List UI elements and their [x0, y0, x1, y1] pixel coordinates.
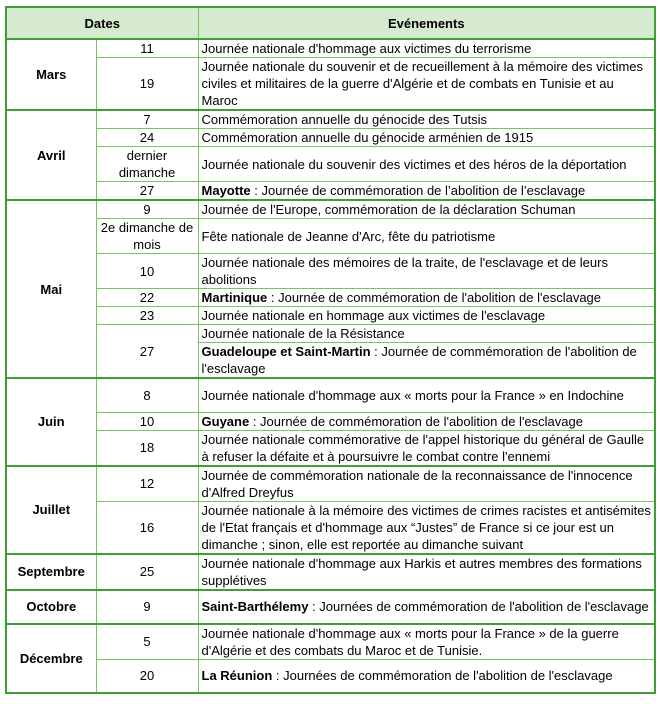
commemorations-table [5, 6, 656, 694]
event-text: : Journées de commémoration de l'abolition de l'esclavage [272, 668, 613, 684]
day-cell: 16 [96, 501, 198, 554]
territory-name: Saint-Barthélemy [201, 599, 309, 614]
day-cell: 12 [96, 466, 198, 502]
event-text: Journée nationale du souvenir des victimes et des héros de la déportation [201, 156, 627, 172]
event-text: Commémoration annuelle du génocide arménien de 1915 [201, 130, 534, 145]
table-row [6, 590, 655, 624]
table-row [6, 147, 655, 182]
day-cell: 5 [96, 624, 198, 660]
event-text: Journée nationale d'hommage aux « morts pour la France » en Indochine [201, 387, 624, 403]
event-text: Journée de l'Europe, commémoration de la déclaration Schuman [201, 202, 576, 217]
event-cell [198, 378, 655, 412]
header-row [6, 7, 655, 39]
event-cell [198, 554, 655, 590]
month-cell: Avril [6, 110, 96, 200]
table-row [6, 307, 655, 325]
table-row [6, 466, 655, 502]
day-cell: 23 [96, 307, 198, 325]
table-row [6, 200, 655, 219]
table-row [6, 289, 655, 307]
event-cell [198, 182, 655, 201]
day-cell: dernier dimanche [96, 147, 198, 182]
territory-name: Martinique [201, 290, 268, 305]
territory-name: Guadeloupe et Saint-Martin [201, 344, 371, 359]
event-cell [198, 466, 655, 502]
day-cell: 11 [96, 39, 198, 58]
event-cell [198, 412, 655, 430]
event-text: : Journée de commémoration de l’abolition de l’esclavage [250, 183, 586, 198]
event-text: Journée nationale à la mémoire des victimes de crimes racistes et antisémites de l'Etat français et d'hommage aux “Justes” de France si ce jour est un dimanche ; sinon, elle est reportée au dimanche suivant [201, 502, 651, 552]
territory-name: Guyane [201, 413, 250, 429]
day-cell: 10 [96, 412, 198, 430]
event-text: : Journée de commémoration de l'abolition de l'esclavage [267, 290, 602, 305]
event-text: : Journée de commémoration de l'abolition de l'esclavage [201, 344, 637, 376]
event-cell [198, 147, 655, 182]
day-cell: 7 [96, 110, 198, 129]
event-cell [198, 659, 655, 693]
table-row [6, 254, 655, 289]
event-text: Journée nationale en hommage aux victimes de l'esclavage [201, 308, 546, 323]
day-cell: 27 [96, 182, 198, 201]
table-row [6, 554, 655, 590]
table-row [6, 39, 655, 58]
table-row [6, 110, 655, 129]
event-cell [198, 289, 655, 307]
event-cell [198, 110, 655, 129]
event-cell [198, 58, 655, 111]
event-cell [198, 624, 655, 660]
event-cell [198, 254, 655, 289]
event-text: Journée nationale commémorative de l'appel historique du général de Gaulle à refuser la défaite et à poursuivre le combat contre l'ennemi [201, 431, 645, 464]
event-cell [198, 343, 655, 379]
event-cell [198, 430, 655, 466]
table-row [6, 182, 655, 201]
event-cell [198, 129, 655, 147]
day-cell: 19 [96, 58, 198, 111]
day-cell: 27 [96, 325, 198, 379]
event-cell [198, 501, 655, 554]
day-cell: 2e dimanche de mois [96, 219, 198, 254]
table-row [6, 58, 655, 111]
event-text: : Journée de commémoration de l'abolition de l'esclavage [249, 413, 583, 429]
event-text: Journée de commémoration nationale de la reconnaissance de l'innocence d'Alfred Dreyfus [201, 467, 633, 500]
table-row [6, 219, 655, 254]
table-row [6, 412, 655, 430]
table-row [6, 659, 655, 693]
month-cell: Mars [6, 39, 96, 110]
event-cell [198, 219, 655, 254]
event-cell [198, 307, 655, 325]
day-cell: 20 [96, 659, 198, 693]
day-cell: 10 [96, 254, 198, 289]
territory-name: Mayotte [201, 183, 251, 198]
dates-header: Dates [6, 7, 198, 39]
table-body [6, 39, 655, 693]
event-cell [198, 200, 655, 219]
table-row [6, 430, 655, 466]
day-cell: 9 [96, 200, 198, 219]
table-row [6, 624, 655, 660]
table-row [6, 378, 655, 412]
event-text: Journée nationale de la Résistance [201, 326, 405, 341]
day-cell: 24 [96, 129, 198, 147]
day-cell: 18 [96, 430, 198, 466]
event-cell [198, 39, 655, 58]
events-header: Evénements [198, 7, 655, 39]
event-text: Journée nationale d'hommage aux victimes du terrorisme [201, 41, 532, 56]
event-cell [198, 590, 655, 624]
event-text: Fête nationale de Jeanne d'Arc, fête du patriotisme [201, 228, 496, 244]
event-text: Journée nationale des mémoires de la traite, de l'esclavage et de leurs abolitions [201, 255, 608, 287]
month-cell: Juin [6, 378, 96, 466]
territory-name: La Réunion [201, 668, 273, 684]
event-text: Journée nationale d'hommage aux « morts pour la France » de la guerre d'Algérie et des combats du Maroc et de Tunisie. [201, 625, 619, 658]
month-cell: Décembre [6, 624, 96, 694]
month-cell: Octobre [6, 590, 96, 624]
month-cell: Septembre [6, 554, 96, 590]
table-row [6, 501, 655, 554]
month-cell: Juillet [6, 466, 96, 554]
day-cell: 9 [96, 590, 198, 624]
month-cell: Mai [6, 200, 96, 378]
event-cell [198, 325, 655, 343]
table-row [6, 325, 655, 343]
day-cell: 8 [96, 378, 198, 412]
event-text: Journée nationale d'hommage aux Harkis et autres membres des formations supplétives [201, 555, 642, 588]
event-text: Commémoration annuelle du génocide des Tutsis [201, 112, 487, 127]
day-cell: 25 [96, 554, 198, 590]
table-row [6, 129, 655, 147]
day-cell: 22 [96, 289, 198, 307]
event-text: : Journées de commémoration de l'abolition de l'esclavage [308, 599, 649, 614]
event-text: Journée nationale du souvenir et de recueillement à la mémoire des victimes civiles et militaires de la guerre d'Algérie et de combats en Tunisie et au Maroc [201, 59, 644, 108]
